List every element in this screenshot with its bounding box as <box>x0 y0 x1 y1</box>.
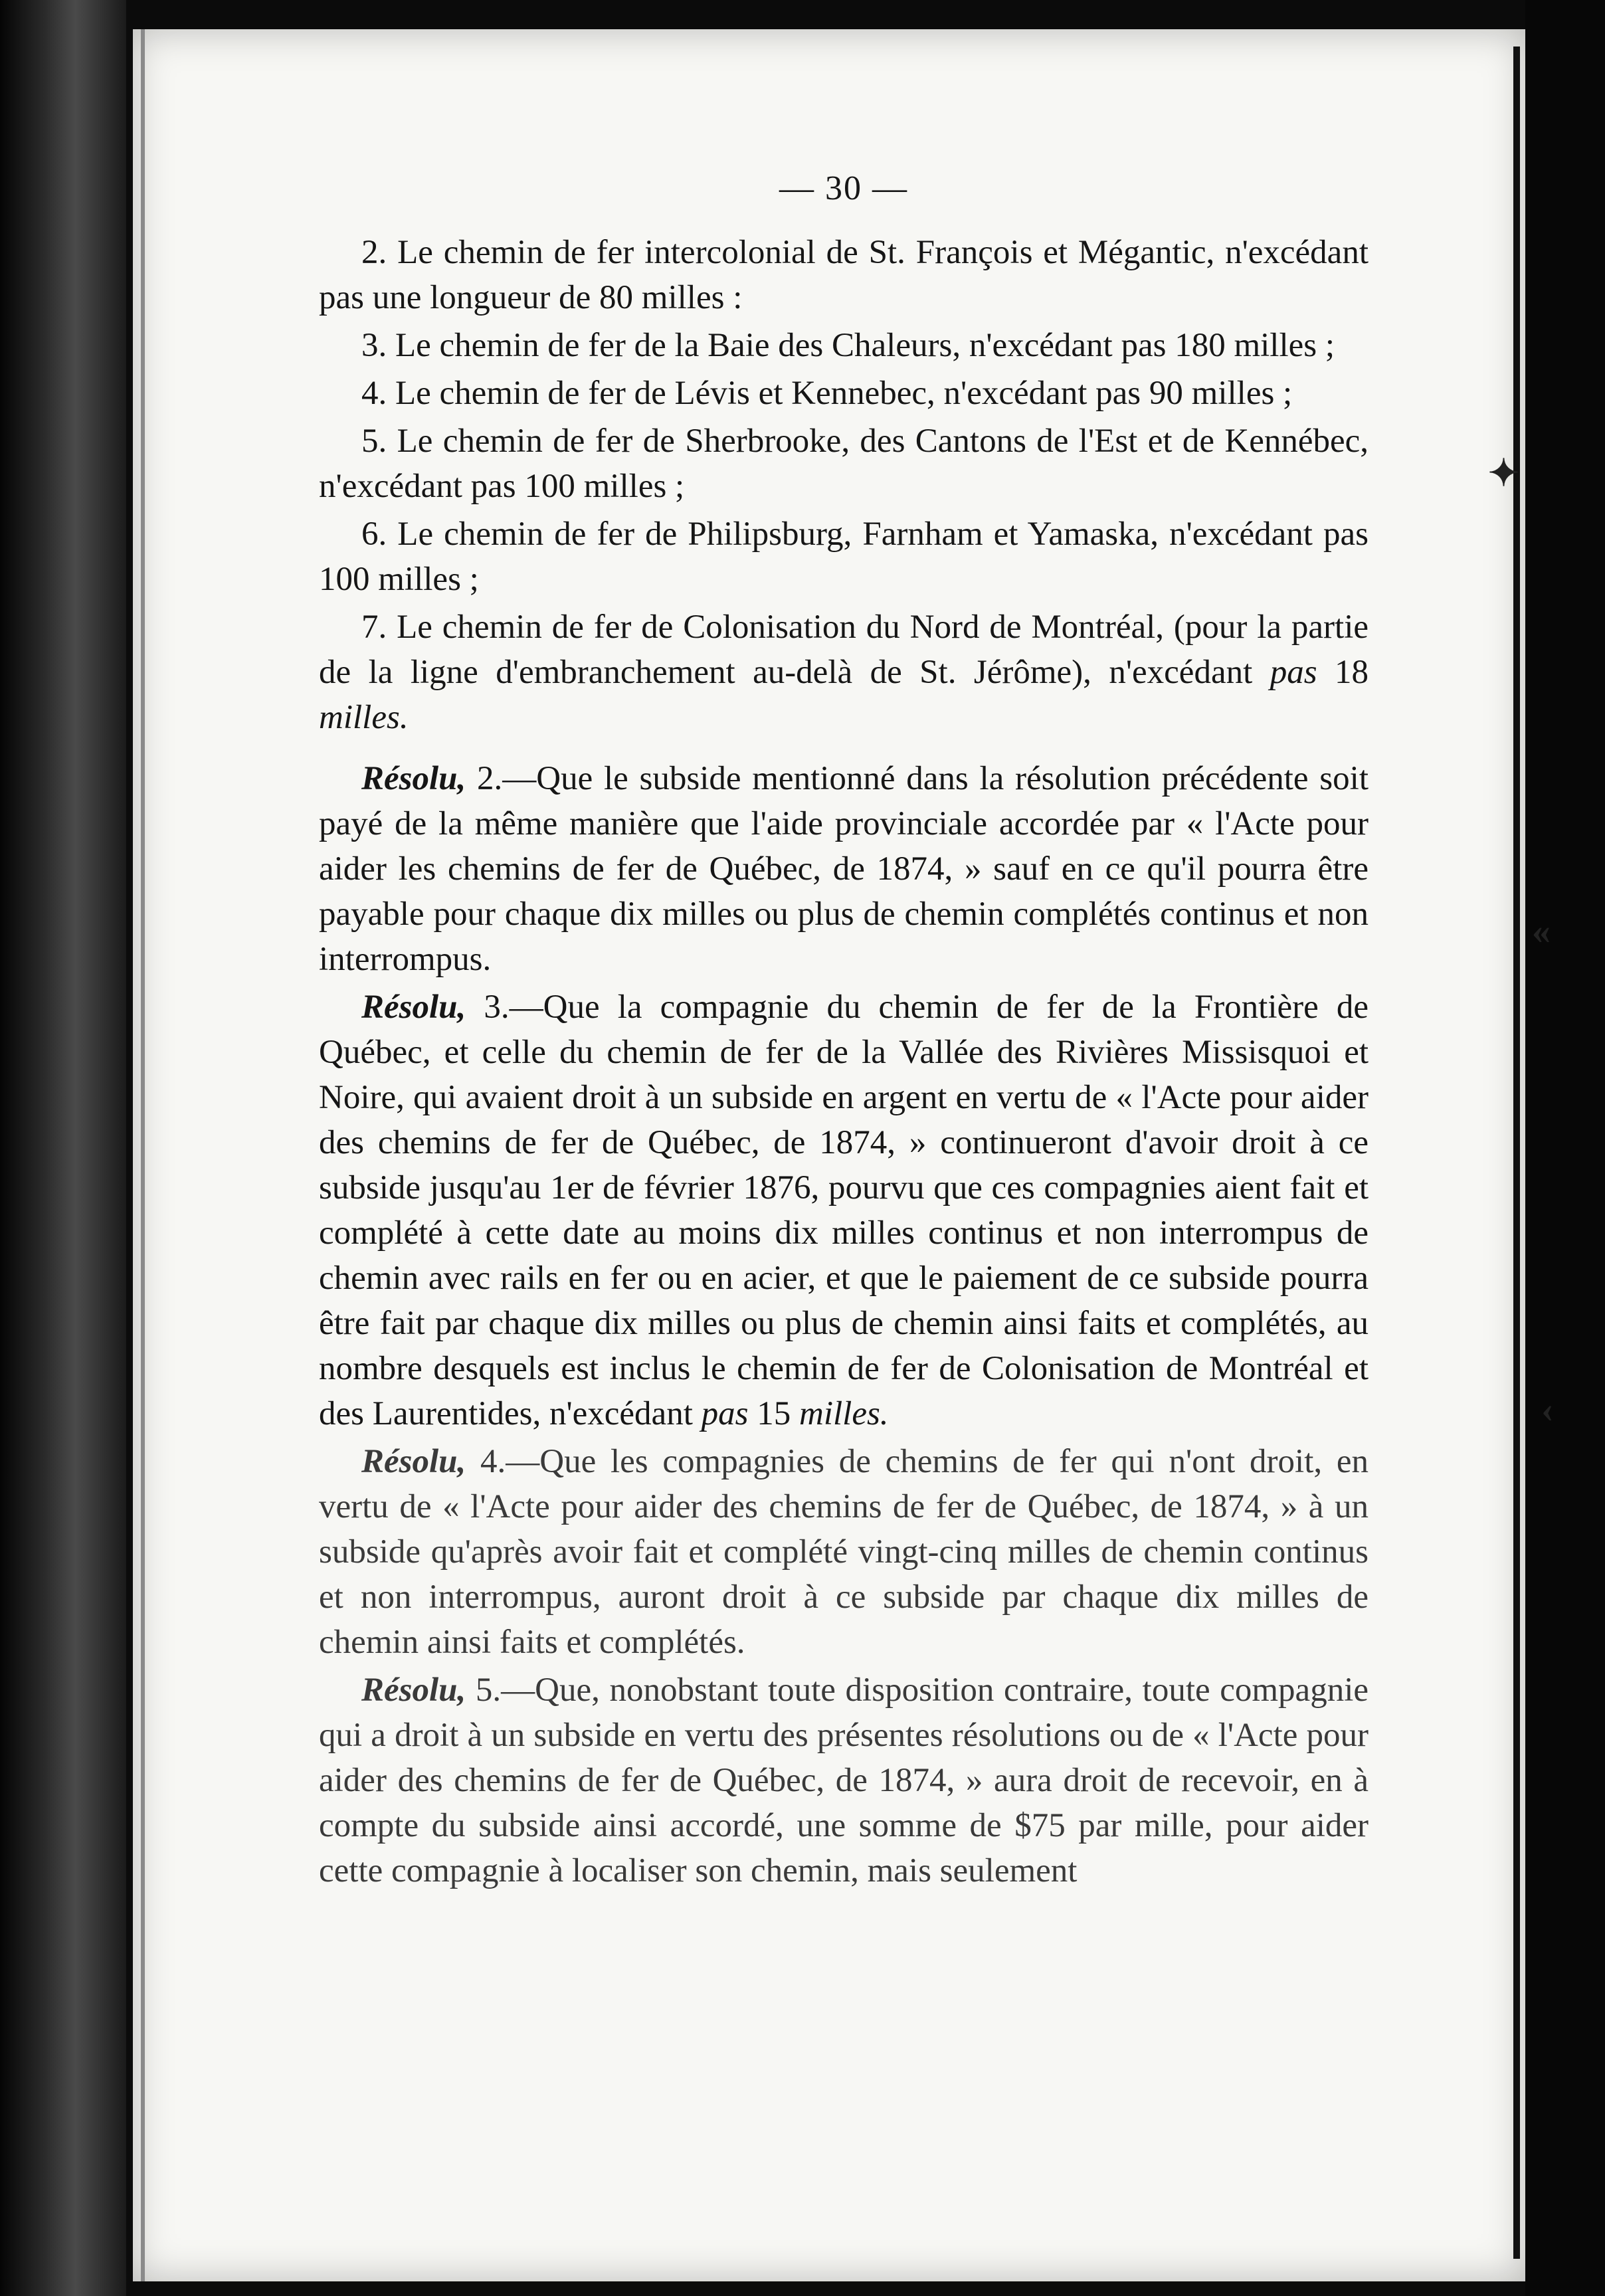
paragraph-item-6: 6. Le chemin de fer de Philipsburg, Farnham et Yamaska, n'excédant pas 100 milles ; <box>319 516 1369 598</box>
italic-text: pas <box>1270 654 1317 691</box>
resolution-4 <box>319 1439 1369 1665</box>
resolution-5 <box>319 1668 1369 1893</box>
paragraph-item-2: 2. Le chemin de fer intercolonial de St. François et Mégantic, n'excédant pas une longueur de 80 milles : <box>319 234 1369 316</box>
paragraph-text: 18 <box>1317 654 1369 691</box>
scan-right-edge <box>1525 0 1605 2296</box>
resolution-2 <box>319 756 1369 982</box>
paragraph-item-4: 4. Le chemin de fer de Lévis et Kennebec, n'excédant pas 90 milles ; <box>361 375 1293 412</box>
paragraph-item-3: 3. Le chemin de fer de la Baie des Chaleurs, n'excédant pas 180 milles ; <box>361 327 1335 364</box>
resolution-label: Résolu, <box>361 1672 466 1709</box>
margin-ink-mark: ✦ <box>1488 453 1519 494</box>
resolution-text: 4.—Que les compagnies de chemins de fer qui n'ont droit, en vertu de « l'Acte pour aider des chemins de fer de Québec, de 1874, » à un subside qu'après avoir fait et complété vingt-cinq milles de chemin continus et non interrompus, auront droit à ce subside par chaque dix milles de chemin ainsi faits et complétés. <box>319 1443 1369 1661</box>
italic-text: milles. <box>799 1395 889 1432</box>
italic-text: milles. <box>319 699 409 736</box>
resolution-3 <box>319 985 1369 1436</box>
resolution-label: Résolu, <box>361 1443 466 1480</box>
page-left-shadow <box>141 29 145 2281</box>
resolution-text: 15 <box>748 1395 799 1432</box>
margin-ink-mark: ‹ <box>1541 1389 1554 1430</box>
resolution-label: Résolu, <box>361 989 466 1026</box>
resolution-text: 5.—Que, nonobstant toute disposition contraire, toute compagnie qui a droit à un subside en vertu des présentes résolutions ou de « l'Acte pour aider des chemins de fer de Québec, de 1874, » aura droit de recevoir, en à compte du subside ainsi accordé, une somme de $75 par mille, pour aider cette compagnie à localiser son chemin, mais seulement <box>319 1672 1369 1889</box>
paragraph-item-5: 5. Le chemin de fer de Sherbrooke, des Cantons de l'Est et de Kennébec, n'excédant pas 100 milles ; <box>319 423 1369 505</box>
page-right-border <box>1513 47 1520 2259</box>
paragraph-text: 7. Le chemin de fer de Colonisation du Nord de Montréal, (pour la partie de la ligne d'embranchement au-delà de St. Jérôme), n'excédant <box>319 609 1369 691</box>
margin-ink-mark: « <box>1532 911 1551 952</box>
scan-left-edge <box>0 0 126 2296</box>
italic-text: pas <box>701 1395 749 1432</box>
resolution-text: 2.—Que le subside mentionné dans la résolution précédente soit payé de la même manière que l'aide provinciale accordée par « l'Acte pour aider les chemins de fer de Québec, de 1874, » sauf en ce qu'il pourra être payable pour chaque dix milles ou plus de chemin complétés continus et non interrompus. <box>319 760 1369 978</box>
page-content <box>319 166 1369 1896</box>
page-number: — 30 — <box>779 169 908 207</box>
resolution-label: Résolu, <box>361 760 466 797</box>
paragraph-item-7 <box>319 605 1369 740</box>
resolution-text: 3.—Que la compagnie du chemin de fer de la Frontière de Québec, et celle du chemin de fer de la Vallée des Rivières Missisquoi et Noire, qui avaient droit à un subside en argent en vertu de « l'Acte pour aider des chemins de fer de Québec, de 1874, » continueront d'avoir droit à ce subside jusqu'au 1er de février 1876, pourvu que ces compagnies aient fait et complété à cette date au moins dix milles continus et non interrompus de chemin avec rails en fer ou en acier, et que le paiement de ce subside pourra être fait par chaque dix milles ou plus de chemin ainsi faits et complétés, au nombre desquels est inclus le chemin de fer de Colonisation de Montréal et des Laurentides, n'excédant <box>319 989 1369 1432</box>
